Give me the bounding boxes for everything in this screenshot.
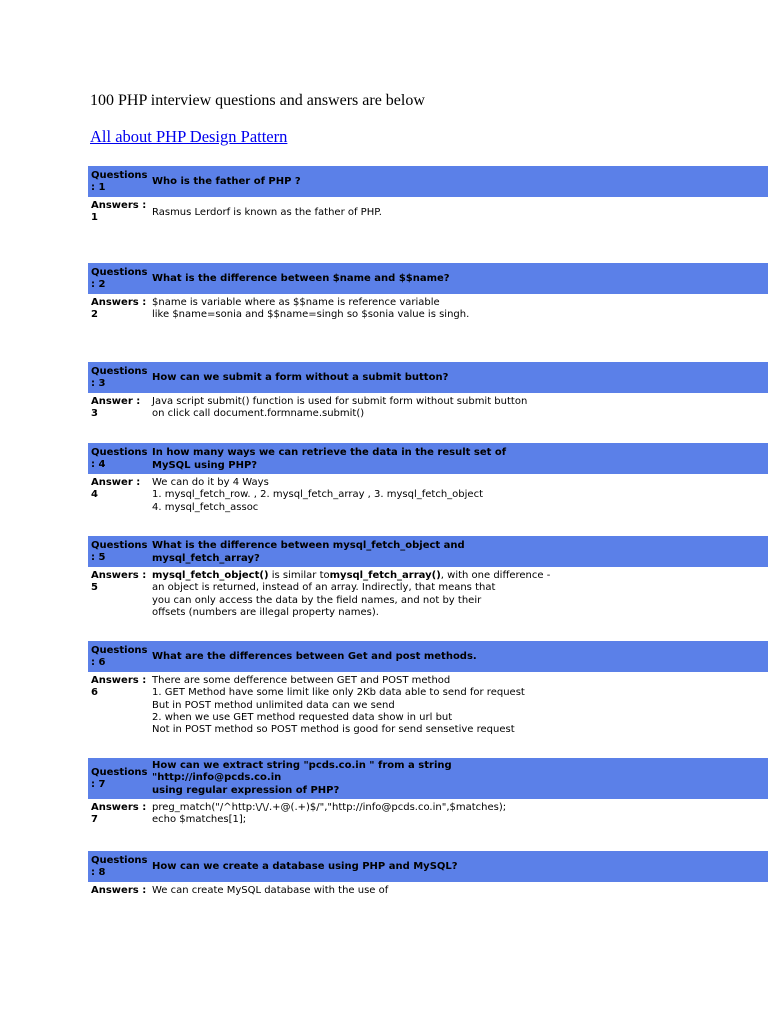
qa-item-8 <box>88 851 768 897</box>
question-text: What is the difference between mysql_fetch_object and mysql_fetch_array? <box>152 539 465 564</box>
answer-row <box>88 675 768 736</box>
question-row <box>88 443 768 474</box>
question-row <box>88 758 768 799</box>
question-row <box>88 166 768 197</box>
question-text: How can we submit a form without a submit button? <box>152 372 449 383</box>
question-label: Questions : 3 <box>91 365 148 389</box>
question-text: In how many ways we can retrieve the data in the result set of MySQL using PHP? <box>152 446 507 471</box>
answer-row <box>88 802 768 827</box>
question-label: Questions : 5 <box>91 539 148 563</box>
question-text: Who is the father of PHP ? <box>152 176 301 187</box>
question-text: What is the difference between $name and $$name? <box>152 273 450 284</box>
answer-text: preg_match("/^http:\/\/.+@(.+)$/","http://info@pcds.co.in",$matches); echo $matches[1]; <box>152 802 507 826</box>
question-row <box>88 536 768 567</box>
answer-label: Answer : 3 <box>91 396 141 419</box>
answer-label: Answers : <box>91 885 147 896</box>
answer-row <box>88 200 768 224</box>
answer-label: Answers : 6 <box>91 675 147 698</box>
answer-text: $name is variable where as $$name is reference variable like $name=sonia and $$name=singh so $sonia value is singh. <box>152 297 470 321</box>
page-heading: 100 PHP interview questions and answers are below <box>90 92 425 109</box>
answer-label: Answers : 1 <box>91 200 147 223</box>
question-row <box>88 641 768 672</box>
qa-item-7 <box>88 758 768 827</box>
answer-text-rest: , with one difference - an object is returned, instead of an array. Indirectly, that means that you can only access the data by the field names, and not by their offsets (numbers are illegal property names). <box>152 570 551 618</box>
answer-row <box>88 396 768 421</box>
answer-text <box>148 570 550 619</box>
answer-text: Rasmus Lerdorf is known as the father of PHP. <box>152 207 382 218</box>
answer-text: We can do it by 4 Ways 1. mysql_fetch_row. , 2. mysql_fetch_array , 3. mysql_fetch_object 4. mysql_fetch_assoc <box>152 477 483 513</box>
qa-item-2 <box>88 263 768 322</box>
question-row <box>88 851 768 882</box>
question-row <box>88 263 768 294</box>
question-label: Questions : 7 <box>91 766 148 790</box>
question-label: Questions : 1 <box>91 169 148 193</box>
qa-item-5 <box>88 536 768 619</box>
question-label: Questions : 8 <box>91 854 148 878</box>
qa-item-6 <box>88 641 768 736</box>
question-label: Questions : 6 <box>91 644 148 668</box>
answer-row <box>88 477 768 514</box>
question-label: Questions : 2 <box>91 266 148 290</box>
question-text: What are the differences between Get and post methods. <box>152 651 477 662</box>
question-text: How can we extract string "pcds.co.in " from a string "http://info@pcds.co.in using regular expression of PHP? <box>152 759 452 796</box>
qa-item-3 <box>88 362 768 421</box>
qa-item-4 <box>88 443 768 514</box>
answer-text: There are some defference between GET and POST method 1. GET Method have some limit like only 2Kb data able to send for request But in POST method unlimited data can we send 2. when we use GET method requested data show in url but Not in POST method so POST method is good for send sensetive request <box>152 675 525 736</box>
answer-row <box>88 885 768 897</box>
question-text: How can we create a database using PHP and MySQL? <box>152 861 458 872</box>
answer-label: Answers : 7 <box>91 802 147 825</box>
question-label: Questions : 4 <box>91 446 148 470</box>
answer-label: Answer : 4 <box>91 477 141 500</box>
answer-row <box>88 297 768 322</box>
answer-code-array: mysql_fetch_array() <box>329 570 441 581</box>
answer-text: We can create MySQL database with the use of <box>152 885 389 896</box>
answer-label: Answers : 5 <box>91 570 147 593</box>
answer-text: Java script submit() function is used for submit form without submit button on click call document.formname.submit() <box>152 396 528 420</box>
qa-item-1 <box>88 166 768 224</box>
design-pattern-link[interactable]: All about PHP Design Pattern <box>90 127 288 146</box>
answer-code-object: mysql_fetch_object() <box>152 570 269 581</box>
answer-text-mid: is similar to <box>268 570 330 581</box>
answer-label: Answers : 2 <box>91 297 147 320</box>
question-row <box>88 362 768 393</box>
answer-row <box>88 570 768 619</box>
